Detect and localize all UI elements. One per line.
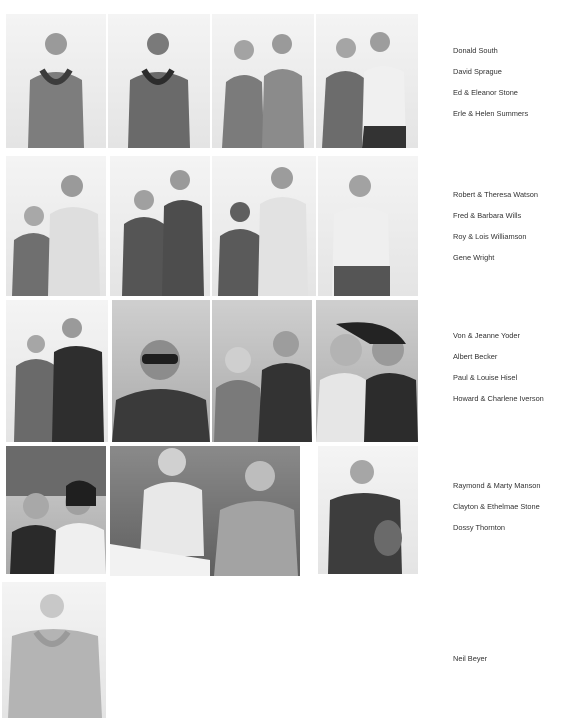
name-label: Donald South	[453, 46, 498, 55]
name-list-row-1	[453, 47, 528, 131]
photo-robert-theresa-watson	[6, 156, 106, 296]
photo-neil-beyer	[2, 582, 106, 718]
name-label: Clayton & Ethelmae Stone	[453, 502, 540, 511]
photo-erle-helen-summers	[316, 14, 418, 148]
photo-clayton-ethelmae-stone	[110, 446, 300, 576]
name-label: Gene Wright	[453, 253, 495, 262]
photo-ed-eleanor-stone	[212, 14, 314, 148]
name-label: Roy & Lois Williamson	[453, 232, 527, 241]
photo-fred-barbara-wills	[110, 156, 210, 296]
name-label: Von & Jeanne Yoder	[453, 331, 520, 340]
name-label: Howard & Charlene Iverson	[453, 394, 544, 403]
photo-roy-lois-williamson	[212, 156, 316, 296]
name-list-row-2	[453, 191, 538, 275]
name-list-row-4	[453, 482, 541, 545]
name-label: Neil Beyer	[453, 654, 488, 663]
photo-paul-louise-hisel	[212, 300, 312, 442]
name-list-row-3	[453, 332, 544, 416]
photo-gene-wright	[318, 156, 418, 296]
name-label: Paul & Louise Hisel	[453, 373, 518, 382]
photo-albert-becker	[112, 300, 210, 442]
photo-von-jeanne-yoder	[6, 300, 108, 442]
photo-raymond-marty-manson	[6, 446, 106, 574]
name-label: Erle & Helen Summers	[453, 109, 529, 118]
photo-howard-charlene-iverson	[316, 300, 418, 442]
photo-dossy-thornton	[318, 446, 418, 574]
photo-donald-south	[6, 14, 106, 148]
name-list-row-5	[453, 655, 487, 676]
name-label: Robert & Theresa Watson	[453, 190, 539, 199]
name-label: Ed & Eleanor Stone	[453, 88, 518, 97]
name-label: David Sprague	[453, 67, 502, 76]
name-label: Raymond & Marty Manson	[453, 481, 541, 490]
photo-david-sprague	[108, 14, 210, 148]
name-label: Albert Becker	[453, 352, 498, 361]
name-label: Fred & Barbara Wills	[453, 211, 522, 220]
name-label: Dossy Thornton	[453, 523, 506, 532]
